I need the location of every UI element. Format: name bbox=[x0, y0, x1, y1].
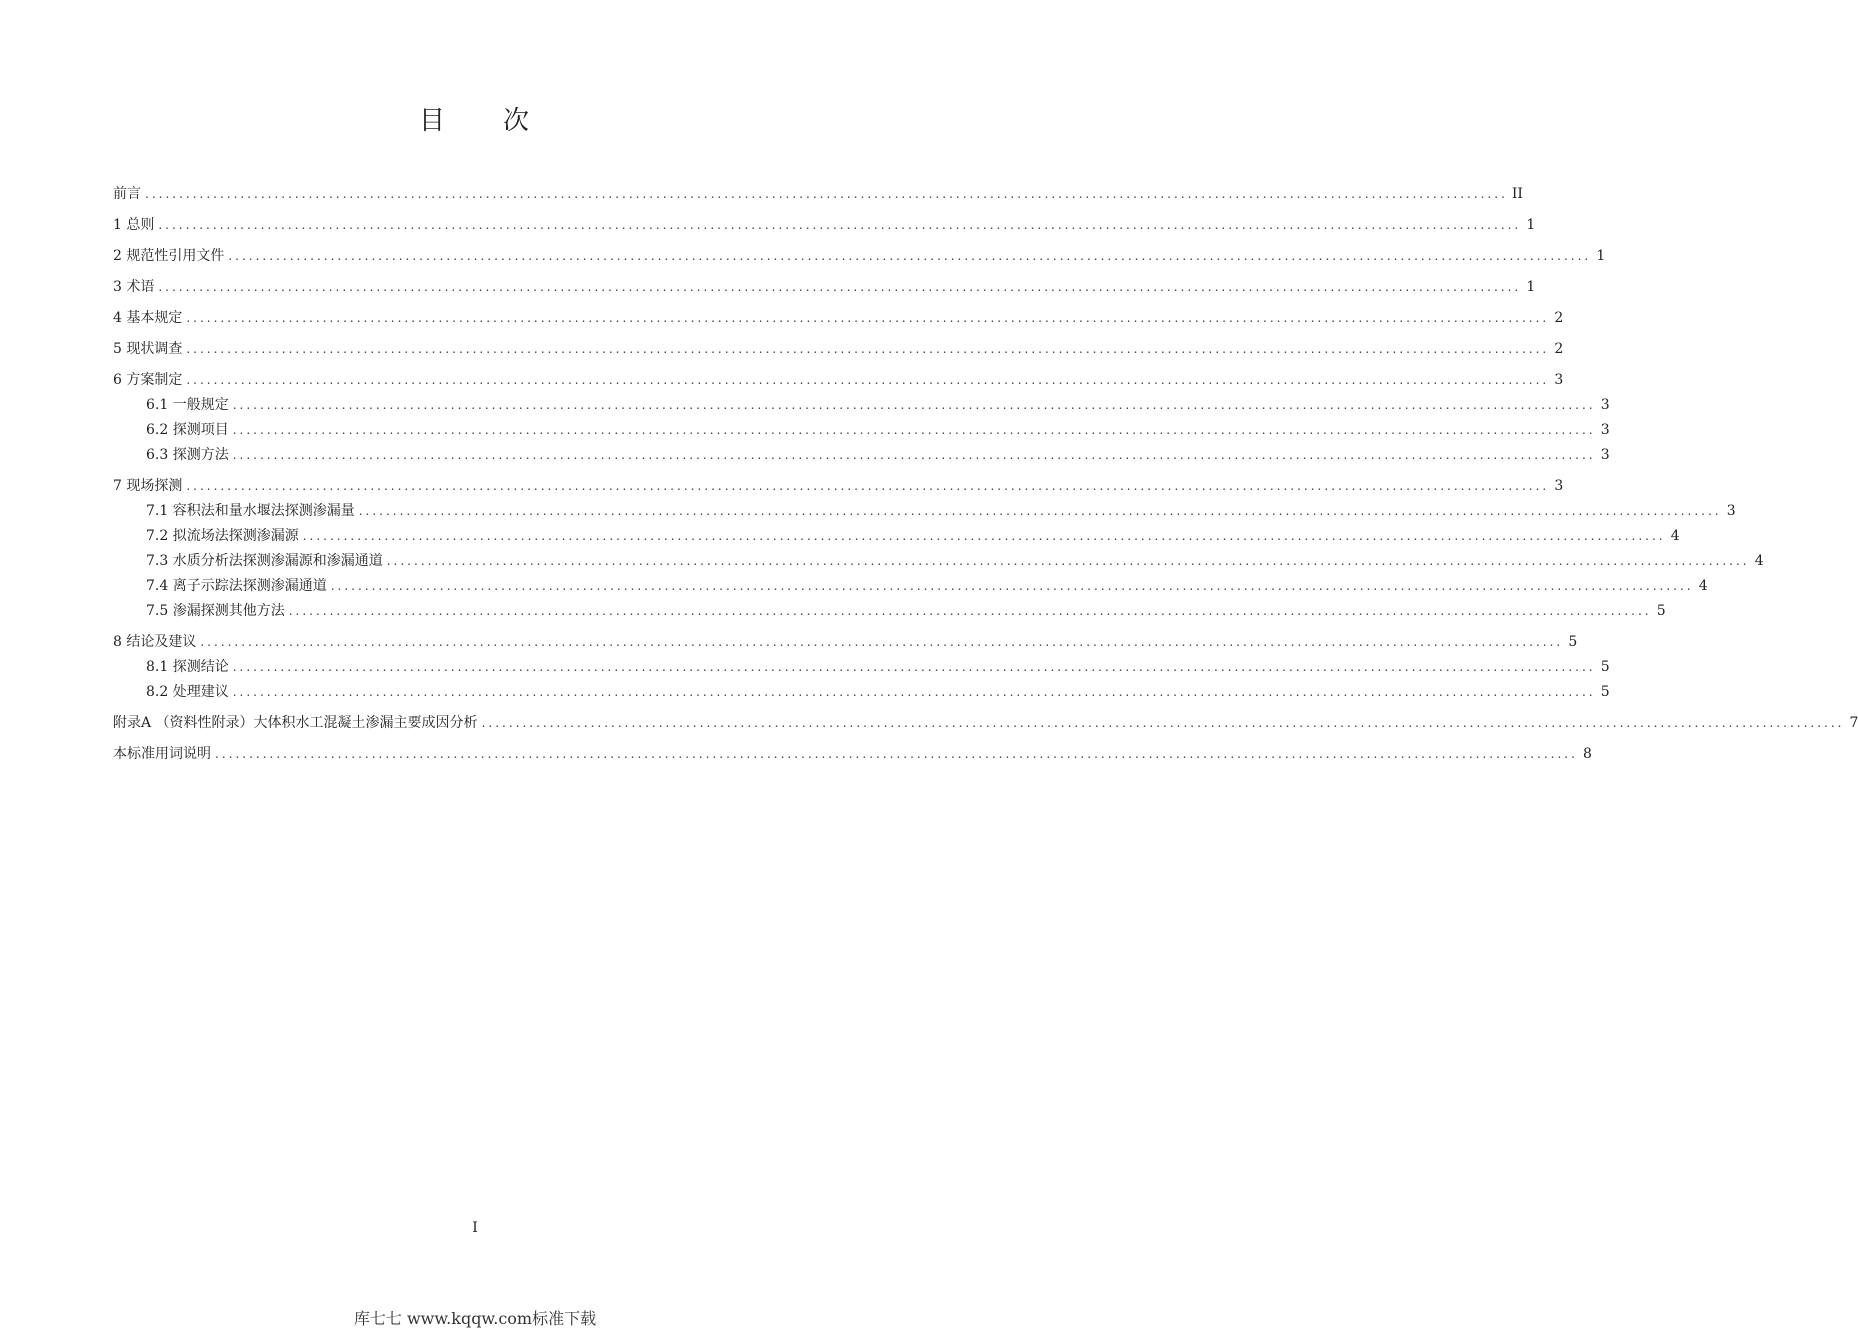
toc-entry[interactable] bbox=[113, 499, 1736, 523]
toc-entry-page: 5 bbox=[1656, 603, 1666, 619]
toc-entry[interactable] bbox=[113, 275, 1536, 299]
dot-leader: ........................................................................................................................................................................................................ bbox=[186, 479, 1550, 493]
toc-entry[interactable] bbox=[113, 443, 1610, 467]
toc-entry[interactable] bbox=[113, 630, 1578, 654]
toc-entry-label: 1 总则 bbox=[113, 217, 155, 233]
toc-entry-label: 2 规范性引用文件 bbox=[113, 248, 225, 264]
toc-entry[interactable] bbox=[113, 337, 1564, 361]
toc-entry-label: 7.5 渗漏探测其他方法 bbox=[146, 603, 285, 619]
page-title: 目 次 bbox=[418, 106, 531, 136]
toc-entry-label: 5 现状调查 bbox=[113, 341, 183, 357]
toc-entry-label: 附录A （资料性附录）大体积水工混凝土渗漏主要成因分析 bbox=[113, 715, 478, 731]
toc-entry[interactable] bbox=[113, 574, 1708, 598]
toc-entry[interactable] bbox=[113, 680, 1610, 704]
toc-entry[interactable] bbox=[113, 524, 1680, 548]
dot-leader: ........................................................................................................................................................................................................ bbox=[232, 685, 1596, 699]
toc-entry[interactable] bbox=[113, 655, 1610, 679]
toc-entry-page: 4 bbox=[1698, 578, 1708, 594]
table-of-contents bbox=[113, 175, 1858, 766]
toc-entry-label: 3 术语 bbox=[113, 279, 155, 295]
toc-entry-page: 3 bbox=[1600, 397, 1610, 413]
dot-leader: ........................................................................................................................................................................................................ bbox=[358, 504, 1722, 518]
dot-leader: ........................................................................................................................................................................................................ bbox=[186, 342, 1550, 356]
toc-entry-page: 5 bbox=[1568, 634, 1578, 650]
dot-leader: ........................................................................................................................................................................................................ bbox=[232, 423, 1596, 437]
toc-entry-page: 3 bbox=[1726, 503, 1736, 519]
toc-entry-label: 7 现场探测 bbox=[113, 478, 183, 494]
toc-entry-label: 7.2 拟流场法探测渗漏源 bbox=[146, 528, 299, 544]
toc-entry-page: 2 bbox=[1554, 341, 1564, 357]
toc-entry-label: 7.4 离子示踪法探测渗漏通道 bbox=[146, 578, 327, 594]
dot-leader: ........................................................................................................................................................................................................ bbox=[386, 554, 1750, 568]
toc-entry[interactable] bbox=[113, 182, 1523, 206]
toc-entry-label: 4 基本规定 bbox=[113, 310, 183, 326]
footer-watermark: 库七七 www.kqqw.com标准下载 bbox=[353, 1309, 597, 1328]
toc-entry-page: 5 bbox=[1600, 684, 1610, 700]
toc-entry-page: 7 bbox=[1849, 715, 1858, 731]
toc-entry[interactable] bbox=[113, 418, 1610, 442]
toc-entry-page: 4 bbox=[1670, 528, 1680, 544]
dot-leader: ........................................................................................................................................................................................................ bbox=[186, 311, 1550, 325]
dot-leader: ........................................................................................................................................................................................................ bbox=[288, 604, 1652, 618]
toc-entry-page: 3 bbox=[1600, 447, 1610, 463]
toc-entry[interactable] bbox=[113, 368, 1564, 392]
toc-entry[interactable] bbox=[113, 711, 1858, 735]
toc-entry-page: 8 bbox=[1582, 746, 1592, 762]
toc-entry-page: 1 bbox=[1526, 279, 1536, 295]
dot-leader: ........................................................................................................................................................................................................ bbox=[215, 747, 1578, 761]
dot-leader: ........................................................................................................................................................................................................ bbox=[158, 218, 1522, 232]
dot-leader: ........................................................................................................................................................................................................ bbox=[232, 448, 1596, 462]
toc-entry-page: 3 bbox=[1554, 478, 1564, 494]
dot-leader: ........................................................................................................................................................................................................ bbox=[145, 187, 1508, 201]
toc-entry-label: 8 结论及建议 bbox=[113, 634, 197, 650]
toc-entry-label: 6 方案制定 bbox=[113, 372, 183, 388]
toc-entry-page: 3 bbox=[1600, 422, 1610, 438]
dot-leader: ........................................................................................................................................................................................................ bbox=[186, 373, 1550, 387]
toc-entry-label: 8.1 探测结论 bbox=[146, 659, 229, 675]
toc-entry-label: 8.2 处理建议 bbox=[146, 684, 229, 700]
toc-entry-page: 2 bbox=[1554, 310, 1564, 326]
toc-entry[interactable] bbox=[113, 244, 1606, 268]
dot-leader: ........................................................................................................................................................................................................ bbox=[200, 635, 1564, 649]
toc-entry-page: 1 bbox=[1596, 248, 1606, 264]
toc-entry-page: 1 bbox=[1526, 217, 1536, 233]
toc-entry-label: 前言 bbox=[113, 186, 141, 202]
toc-entry[interactable] bbox=[113, 213, 1536, 237]
toc-entry-page: 3 bbox=[1554, 372, 1564, 388]
toc-entry-label: 7.1 容积法和量水堰法探测渗漏量 bbox=[146, 503, 355, 519]
toc-entry[interactable] bbox=[113, 474, 1564, 498]
toc-entry-page: 4 bbox=[1754, 553, 1764, 569]
toc-entry[interactable] bbox=[113, 742, 1592, 766]
toc-entry[interactable] bbox=[113, 393, 1610, 417]
toc-entry-label: 6.1 一般规定 bbox=[146, 397, 229, 413]
dot-leader: ........................................................................................................................................................................................................ bbox=[158, 280, 1522, 294]
dot-leader: ........................................................................................................................................................................................................ bbox=[330, 579, 1694, 593]
toc-entry-label: 本标准用词说明 bbox=[113, 746, 211, 762]
toc-entry-page: 5 bbox=[1600, 659, 1610, 675]
dot-leader: ........................................................................................................................................................................................................ bbox=[302, 529, 1666, 543]
toc-entry-page: II bbox=[1511, 186, 1523, 202]
page-number: I bbox=[472, 1220, 478, 1236]
dot-leader: ........................................................................................................................................................................................................ bbox=[232, 398, 1596, 412]
toc-entry[interactable] bbox=[113, 549, 1764, 573]
toc-entry-label: 7.3 水质分析法探测渗漏源和渗漏通道 bbox=[146, 553, 383, 569]
toc-entry-label: 6.3 探测方法 bbox=[146, 447, 229, 463]
dot-leader: ........................................................................................................................................................................................................ bbox=[481, 716, 1845, 730]
toc-entry-label: 6.2 探测项目 bbox=[146, 422, 229, 438]
toc-entry[interactable] bbox=[113, 306, 1564, 330]
dot-leader: ........................................................................................................................................................................................................ bbox=[228, 249, 1592, 263]
toc-entry[interactable] bbox=[113, 599, 1666, 623]
dot-leader: ........................................................................................................................................................................................................ bbox=[232, 660, 1596, 674]
